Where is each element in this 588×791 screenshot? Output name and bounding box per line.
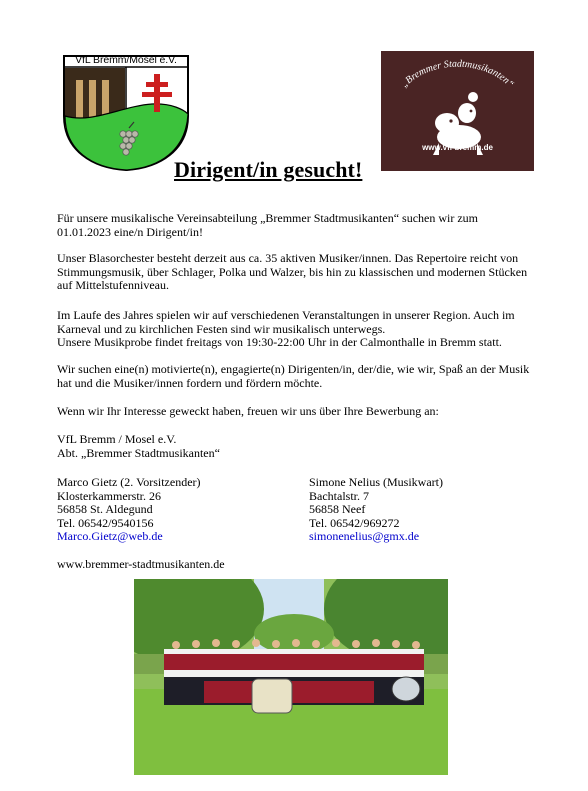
club-crest (62, 54, 190, 172)
logo-arc-text: „Bremmer Stadtmusikanten“ (399, 58, 516, 91)
contact-name: Marco Gietz (2. Vorsitzender) (57, 475, 201, 489)
text-line: Stimmungsmusik, über Schlager, Polka und Walzer, bis hin zu klassischen und modernen Stücken (57, 264, 528, 279)
org-dept: Abt. „Bremmer Stadtmusikanten“ (57, 445, 220, 460)
contact-street: Klosterkammerstr. 26 (57, 488, 161, 503)
text-line: 01.01.2023 eine/n Dirigent/in! (57, 224, 203, 239)
search-paragraph (57, 363, 535, 390)
intro-paragraph (57, 212, 535, 239)
contact-card-2 (309, 476, 443, 544)
contact-card-1 (57, 476, 201, 544)
svg-text:„Bremmer Stadtmusikanten“ (399, 59, 516, 91)
org-name: VfL Bremm / Mosel e.V. (57, 432, 177, 446)
apply-paragraph: Wenn wir Ihr Interesse geweckt haben, freuen wir uns über Ihre Bewerbung an: (57, 404, 439, 418)
logo-emblem (381, 51, 534, 171)
band-group-photo (134, 579, 448, 775)
logo-url: www.vfl-bremm.de (422, 143, 493, 152)
contact-phone: Tel. 06542/969272 (309, 515, 400, 530)
website-text: www.bremmer-stadtmusikanten.de (57, 557, 225, 571)
text-line: Unser Blasorchester besteht derzeit aus ca. 35 aktiven Musiker/innen. Das Repertoire reicht von (57, 251, 519, 265)
events-paragraph (57, 309, 535, 350)
text-line: Karneval und zu kirchlichen Festen sind wir musikalisch unterwegs. (57, 321, 386, 336)
text-line: Unsere Musikprobe findet freitags von 19:30-22:00 Uhr in der Calmonthalle in Bremm statt. (57, 335, 502, 350)
contact-email-link[interactable]: Marco.Gietz@web.de (57, 529, 163, 544)
contact-city: 56858 Neef (309, 502, 366, 517)
text-line: auf Mittelstufenniveau. (57, 278, 169, 293)
text-line: hat und die Musiker/innen fordern und fördern möchte. (57, 375, 323, 390)
crest-title: VfL Bremm/Mosel e.V. (75, 54, 177, 66)
contact-email-link[interactable]: simonenelius@gmx.de (309, 529, 420, 544)
text-line: Wir suchen eine(n) motivierte(n), engagierte(n) Dirigenten/in, der/die, wie wir, Spaß an der Musik (57, 362, 530, 376)
org-block (57, 433, 535, 460)
orchestra-paragraph (57, 252, 535, 293)
contact-street: Bachtalstr. 7 (309, 488, 369, 503)
text-line: Im Laufe des Jahres spielen wir auf verschiedenen Veranstaltungen in unserer Region. Auch im (57, 308, 515, 322)
page-title: Dirigent/in gesucht! (174, 157, 363, 182)
text-line: Für unsere musikalische Vereinsabteilung „Bremmer Stadtmusikanten“ suchen wir zum (57, 211, 479, 225)
contact-phone: Tel. 06542/9540156 (57, 515, 154, 530)
contact-city: 56858 St. Aldegund (57, 502, 153, 517)
contact-name: Simone Nelius (Musikwart) (309, 475, 443, 489)
